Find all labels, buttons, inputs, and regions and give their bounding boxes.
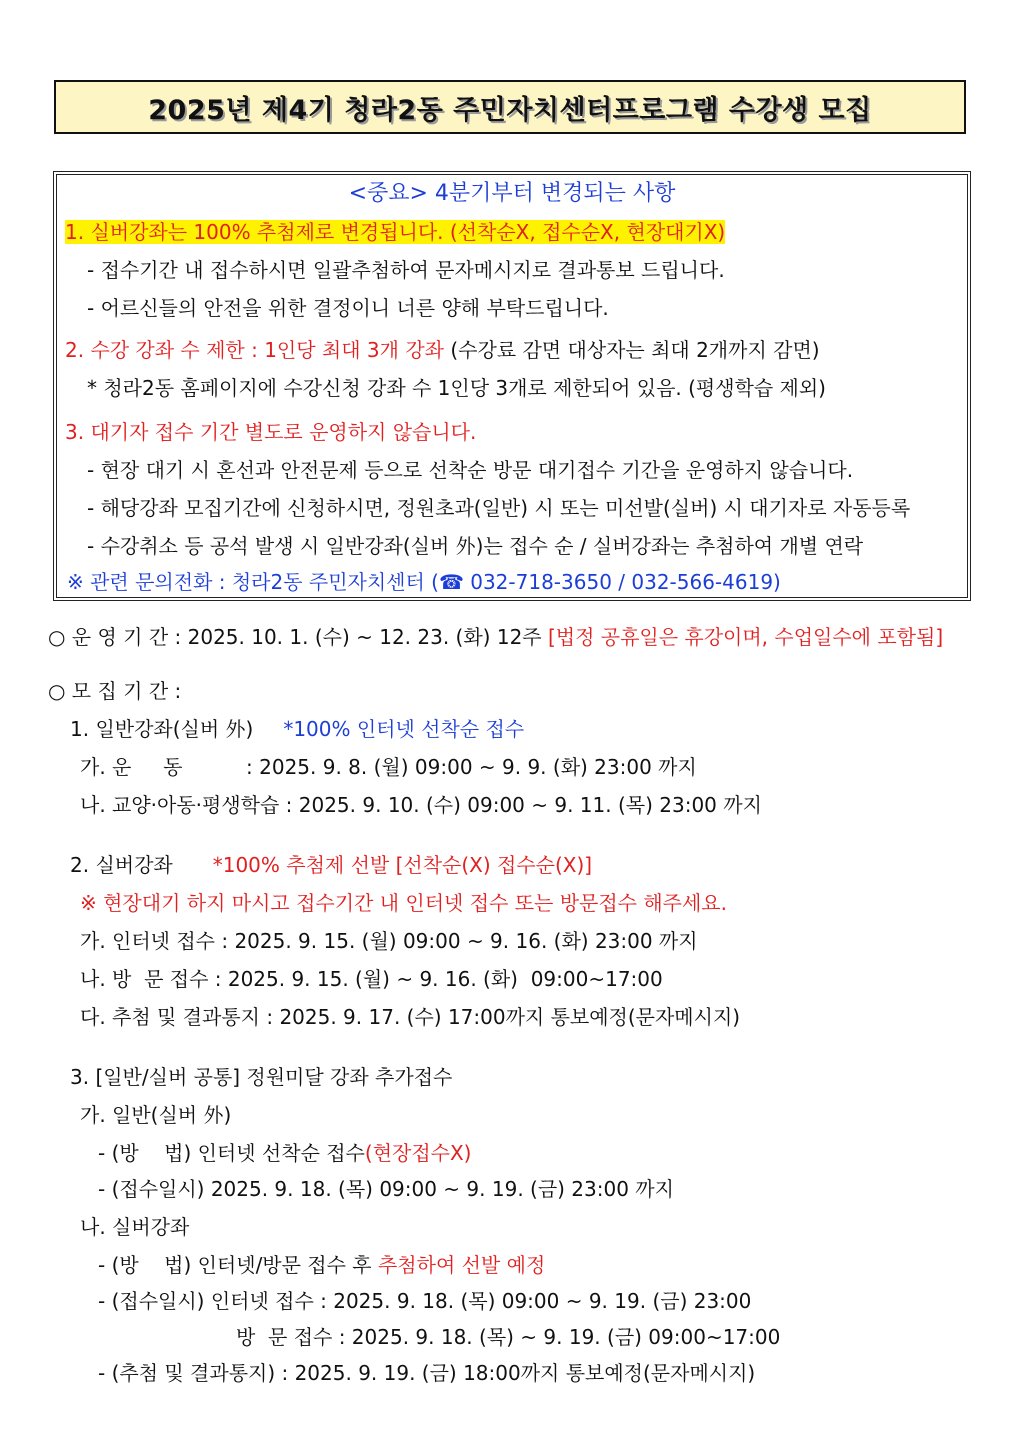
silver-warning: ※ 현장대기 하지 마시고 접수기간 내 인터넷 접수 또는 방문접수 해주세요. xyxy=(80,891,727,915)
extra-a-method-red: (현장접수X) xyxy=(364,1141,472,1165)
extra-a-method xyxy=(98,1140,471,1166)
silver-note: *100% 추첨제 선발 [선착순(X) 접수순(X)] xyxy=(212,853,593,877)
extra-b-method-red: 추첨하여 선발 예정 xyxy=(377,1253,546,1277)
notice-inner xyxy=(56,174,968,598)
silver-item-a: 가. 인터넷 접수 : 2025. 9. 15. (월) 09:00 ~ 9. 16. (화) 23:00 까지 xyxy=(80,929,698,953)
notice-heading: <중요> 4분기부터 변경되는 사항 xyxy=(348,181,676,206)
notice-box xyxy=(53,171,971,601)
extra-title: 3. [일반/실버 공통] 정원미달 강좌 추가접수 xyxy=(70,1065,453,1089)
operation-label: ○ 운 영 기 간 : 2025. 10. 1. (수) ~ 12. 23. (화) 12주 xyxy=(48,625,548,649)
silver-title xyxy=(70,852,592,878)
general-title-text: 1. 일반강좌(실버 外) xyxy=(70,717,254,741)
notice-item-2 xyxy=(65,337,820,363)
notice-item-2-sub-1: * 청라2동 홈페이지에 수강신청 강좌 수 1인당 3개로 제한되어 있음. (평생학습 제외) xyxy=(87,376,826,400)
notice-item-2-rest: (수강료 감면 대상자는 최대 2개까지 감면) xyxy=(443,338,820,362)
extra-b-date-visit: 방 문 접수 : 2025. 9. 18. (목) ~ 9. 19. (금) 09:00~17:00 xyxy=(236,1325,781,1349)
extra-b-title: 나. 실버강좌 xyxy=(80,1215,190,1239)
notice-item-1-text: 1. 실버강좌는 100% 추첨제로 변경됩니다. (선착순X, 접수순X, 현장대기X) xyxy=(65,220,726,244)
page-title: 2025년 제4기 청라2동 주민자치센터프로그램 수강생 모집 xyxy=(148,94,872,126)
notice-item-1-sub-1: - 접수기간 내 접수하시면 일괄추첨하여 문자메시지로 결과통보 드립니다. xyxy=(87,258,725,282)
notice-contact: ※ 관련 문의전화 : 청라2동 주민자치센터 (☎ 032-718-3650 / 032-566-4619) xyxy=(67,570,781,594)
notice-item-3-sub-1: - 현장 대기 시 혼선과 안전문제 등으로 선착순 방문 대기접수 기간을 운영하지 않습니다. xyxy=(87,458,854,482)
notice-item-1-sub-2: - 어르신들의 안전을 위한 결정이니 너른 양해 부탁드립니다. xyxy=(87,296,609,320)
general-title xyxy=(70,716,524,742)
extra-a-title: 가. 일반(실버 外) xyxy=(80,1103,232,1127)
extra-b-result: - (추첨 및 결과통지) : 2025. 9. 19. (금) 18:00까지 통보예정(문자메시지) xyxy=(98,1361,756,1385)
extra-a-date: - (접수일시) 2025. 9. 18. (목) 09:00 ~ 9. 19. (금) 23:00 까지 xyxy=(98,1177,674,1201)
notice-item-2-red: 2. 수강 강좌 수 제한 : 1인당 최대 3개 강좌 xyxy=(65,338,444,362)
silver-item-b: 나. 방 문 접수 : 2025. 9. 15. (월) ~ 9. 16. (화) 09:00~17:00 xyxy=(80,967,663,991)
extra-b-method-text: - (방 법) 인터넷/방문 접수 후 xyxy=(98,1253,378,1277)
title-box xyxy=(54,80,966,134)
extra-b-date-internet: - (접수일시) 인터넷 접수 : 2025. 9. 18. (목) 09:00 ~ 9. 19. (금) 23:00 xyxy=(98,1289,752,1313)
extra-a-method-text: - (방 법) 인터넷 선착순 접수 xyxy=(98,1141,365,1165)
notice-item-3: 3. 대기자 접수 기간 별도로 운영하지 않습니다. xyxy=(65,420,477,444)
general-item-a: 가. 운 동 : 2025. 9. 8. (월) 09:00 ~ 9. 9. (화) 23:00 까지 xyxy=(80,755,697,779)
recruit-label: ○ 모 집 기 간 : xyxy=(48,679,182,703)
extra-b-method xyxy=(98,1252,545,1278)
silver-title-text: 2. 실버강좌 xyxy=(70,853,173,877)
silver-item-c: 다. 추첨 및 결과통지 : 2025. 9. 17. (수) 17:00까지 통보예정(문자메시지) xyxy=(80,1005,741,1029)
notice-item-3-sub-2: - 해당강좌 모집기간에 신청하시면, 정원초과(일반) 시 또는 미선발(실버) 시 대기자로 자동등록 xyxy=(87,496,911,520)
notice-item-1 xyxy=(65,219,725,245)
general-note: *100% 인터넷 선착순 접수 xyxy=(283,717,525,741)
operation-note: [법정 공휴일은 휴강이며, 수업일수에 포함됨] xyxy=(547,625,944,649)
general-item-b: 나. 교양·아동·평생학습 : 2025. 9. 10. (수) 09:00 ~ 9. 11. (목) 23:00 까지 xyxy=(80,793,762,817)
operation-period xyxy=(48,624,943,650)
notice-item-3-sub-3: - 수강취소 등 공석 발생 시 일반강좌(실버 外)는 접수 순 / 실버강좌는 추첨하여 개별 연락 xyxy=(87,534,864,558)
